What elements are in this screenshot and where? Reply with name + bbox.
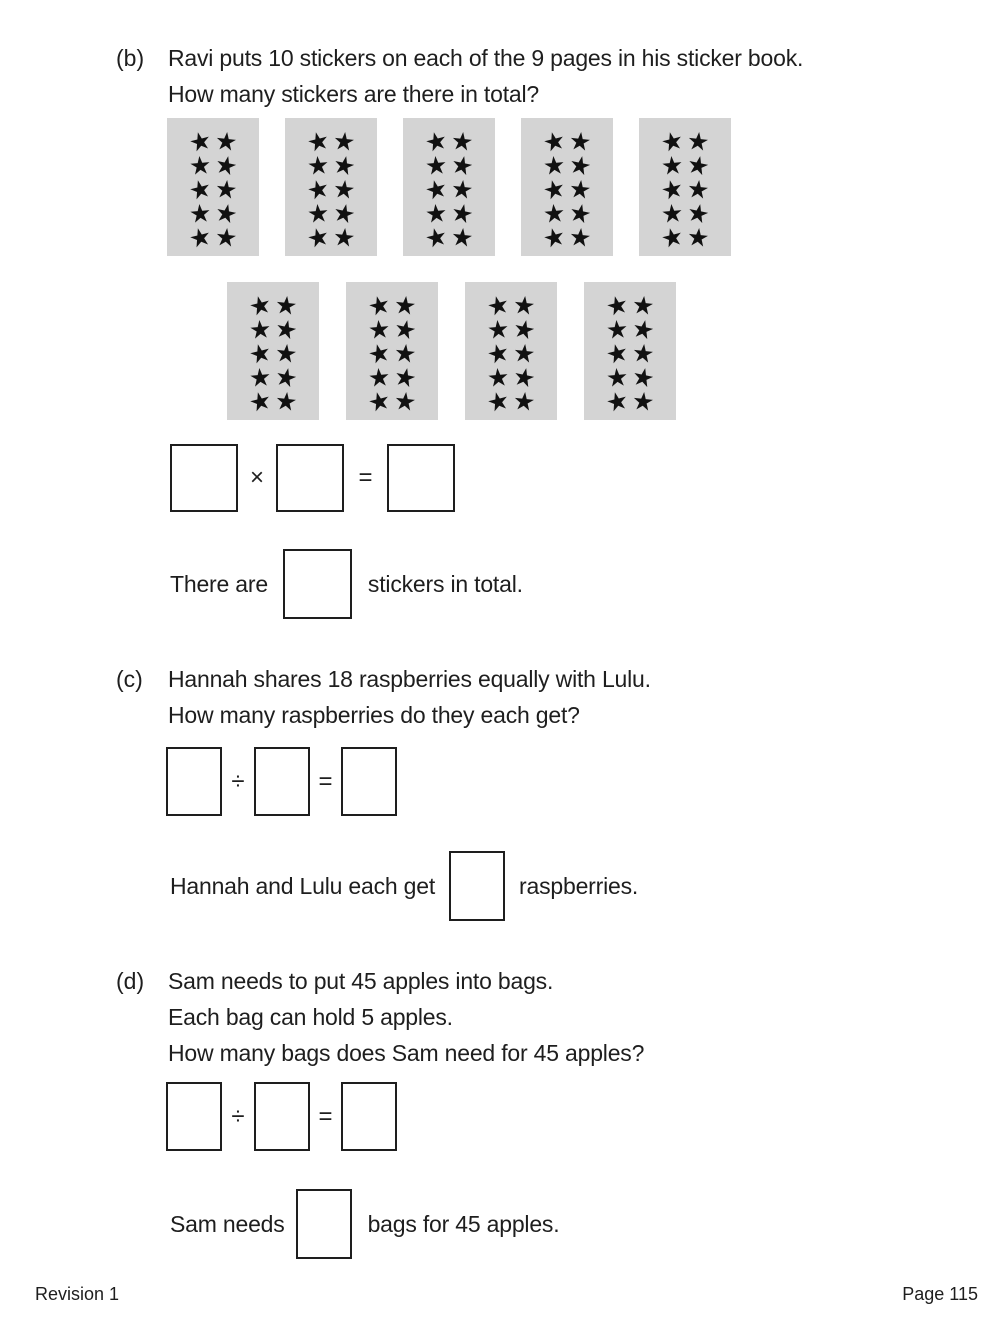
- sticker-cards-row-1: [167, 118, 731, 256]
- star-sticker-icon: ★: [247, 362, 273, 393]
- question-b-line-2: How many stickers are there in total?: [168, 81, 539, 107]
- star-sticker-icon: ★: [539, 220, 569, 255]
- star-sticker-icon: ★: [566, 196, 595, 231]
- equation-b-result-box[interactable]: [387, 444, 455, 512]
- star-sticker-icon: ★: [392, 289, 418, 322]
- star-sticker-icon: ★: [541, 150, 567, 181]
- star-sticker-icon: ★: [245, 288, 275, 323]
- equation-d: [166, 1082, 397, 1151]
- star-sticker-icon: ★: [685, 173, 711, 206]
- star-sticker-icon: ★: [511, 289, 537, 322]
- star-sticker-icon: ★: [602, 288, 632, 323]
- star-sticker-icon: ★: [602, 384, 632, 419]
- star-row: [364, 336, 418, 371]
- star-row: [604, 360, 658, 395]
- star-sticker-icon: ★: [567, 125, 593, 158]
- star-row: [659, 148, 713, 183]
- star-row: [247, 360, 301, 395]
- star-sticker-icon: ★: [272, 360, 301, 395]
- star-sticker-icon: ★: [366, 314, 392, 345]
- sticker-page-card: [521, 118, 613, 256]
- star-sticker-icon: ★: [539, 172, 569, 207]
- star-sticker-icon: ★: [659, 198, 685, 229]
- star-sticker-icon: ★: [330, 148, 359, 183]
- divide-operator-icon: ÷: [231, 1102, 245, 1130]
- star-row: [305, 196, 359, 231]
- star-row: [305, 148, 359, 183]
- star-row: [185, 124, 239, 159]
- star-sticker-icon: ★: [567, 173, 593, 206]
- star-sticker-icon: ★: [511, 385, 537, 418]
- star-sticker-icon: ★: [685, 221, 711, 254]
- equation-c-result-box[interactable]: [341, 747, 397, 816]
- star-sticker-icon: ★: [629, 360, 658, 395]
- star-sticker-icon: ★: [421, 220, 451, 255]
- question-c-label: (c): [116, 666, 143, 692]
- star-row: [421, 124, 475, 159]
- star-sticker-icon: ★: [245, 336, 275, 371]
- star-row: [541, 148, 595, 183]
- divide-operator-icon: ÷: [231, 767, 245, 795]
- star-sticker-icon: ★: [331, 173, 357, 206]
- question-c-line-2: How many raspberries do they each get?: [168, 702, 580, 728]
- star-sticker-icon: ★: [449, 173, 475, 206]
- sticker-page-card: [639, 118, 731, 256]
- star-row: [364, 288, 418, 323]
- footer-revision-label: Revision 1: [35, 1284, 120, 1304]
- sticker-page-card: [403, 118, 495, 256]
- star-row: [483, 336, 537, 371]
- star-sticker-icon: ★: [392, 385, 418, 418]
- question-d-line-1: Sam needs to put 45 apples into bags.: [168, 968, 554, 994]
- star-sticker-icon: ★: [366, 362, 392, 393]
- star-sticker-icon: ★: [604, 314, 630, 345]
- star-sticker-icon: ★: [303, 220, 333, 255]
- star-row: [539, 220, 593, 255]
- star-row: [364, 384, 418, 419]
- star-sticker-icon: ★: [185, 220, 215, 255]
- star-row: [245, 288, 299, 323]
- star-row: [366, 312, 420, 347]
- star-row: [657, 124, 711, 159]
- star-sticker-icon: ★: [391, 312, 420, 347]
- equation-c-operand2-box[interactable]: [254, 747, 310, 816]
- equation-b-operand2-box[interactable]: [276, 444, 344, 512]
- star-row: [657, 220, 711, 255]
- star-sticker-icon: ★: [364, 336, 394, 371]
- answer-c-suffix: raspberries.: [519, 872, 639, 899]
- star-sticker-icon: ★: [483, 288, 513, 323]
- equation-d-operand1-box[interactable]: [166, 1082, 222, 1151]
- star-row: [539, 172, 593, 207]
- star-sticker-icon: ★: [449, 221, 475, 254]
- star-sticker-icon: ★: [684, 148, 713, 183]
- star-sticker-icon: ★: [187, 198, 213, 229]
- star-sticker-icon: ★: [272, 312, 301, 347]
- question-d-line-3: How many bags does Sam need for 45 apples?: [168, 1040, 645, 1066]
- star-row: [245, 384, 299, 419]
- star-row: [245, 336, 299, 371]
- equals-sign-d: =: [318, 1102, 333, 1130]
- star-sticker-icon: ★: [630, 289, 656, 322]
- star-row: [187, 148, 241, 183]
- star-sticker-icon: ★: [273, 385, 299, 418]
- star-row: [303, 124, 357, 159]
- star-sticker-icon: ★: [602, 336, 632, 371]
- star-sticker-icon: ★: [273, 337, 299, 370]
- equation-d-operand2-box[interactable]: [254, 1082, 310, 1151]
- sticker-page-card: [285, 118, 377, 256]
- question-d-line-2: Each bag can hold 5 apples.: [168, 1004, 453, 1030]
- star-row: [602, 288, 656, 323]
- equation-b-operand1-box[interactable]: [170, 444, 238, 512]
- footer-page-number: Page 115: [902, 1284, 978, 1304]
- question-b-text: [168, 40, 803, 112]
- star-sticker-icon: ★: [364, 288, 394, 323]
- sticker-page-card: [584, 282, 676, 420]
- star-sticker-icon: ★: [185, 124, 215, 159]
- star-row: [539, 124, 593, 159]
- star-sticker-icon: ★: [659, 150, 685, 181]
- equation-d-result-box[interactable]: [341, 1082, 397, 1151]
- star-row: [303, 172, 357, 207]
- sticker-page-card: [227, 282, 319, 420]
- question-b-label: (b): [116, 45, 145, 71]
- star-row: [541, 196, 595, 231]
- answer-b-prefix: There are: [170, 570, 268, 597]
- sticker-page-card: [346, 282, 438, 420]
- star-sticker-icon: ★: [448, 148, 477, 183]
- star-sticker-icon: ★: [485, 362, 511, 393]
- star-sticker-icon: ★: [604, 362, 630, 393]
- star-row: [483, 288, 537, 323]
- star-sticker-icon: ★: [303, 124, 333, 159]
- star-sticker-icon: ★: [483, 384, 513, 419]
- star-sticker-icon: ★: [657, 172, 687, 207]
- answer-b-box[interactable]: [283, 549, 352, 619]
- star-sticker-icon: ★: [331, 125, 357, 158]
- star-sticker-icon: ★: [510, 312, 539, 347]
- equation-c: [166, 747, 397, 816]
- star-row: [247, 312, 301, 347]
- star-sticker-icon: ★: [449, 125, 475, 158]
- star-sticker-icon: ★: [423, 198, 449, 229]
- answer-d-suffix: bags for 45 apples.: [367, 1210, 560, 1237]
- star-row: [423, 196, 477, 231]
- star-sticker-icon: ★: [213, 221, 239, 254]
- star-sticker-icon: ★: [391, 360, 420, 395]
- star-sticker-icon: ★: [629, 312, 658, 347]
- sticker-cards-row-2: [227, 282, 676, 420]
- equals-sign-c: =: [318, 767, 333, 795]
- star-sticker-icon: ★: [187, 150, 213, 181]
- answer-sentence-b: [170, 549, 523, 619]
- star-sticker-icon: ★: [483, 336, 513, 371]
- sticker-page-card: [465, 282, 557, 420]
- star-sticker-icon: ★: [567, 221, 593, 254]
- answer-d-box[interactable]: [296, 1189, 352, 1259]
- star-row: [185, 172, 239, 207]
- star-row: [421, 220, 475, 255]
- star-sticker-icon: ★: [684, 196, 713, 231]
- star-sticker-icon: ★: [485, 314, 511, 345]
- star-sticker-icon: ★: [392, 337, 418, 370]
- answer-c-box[interactable]: [449, 851, 505, 921]
- star-sticker-icon: ★: [212, 196, 241, 231]
- star-sticker-icon: ★: [421, 172, 451, 207]
- equals-sign-b: =: [358, 464, 373, 491]
- star-sticker-icon: ★: [510, 360, 539, 395]
- star-sticker-icon: ★: [305, 198, 331, 229]
- star-sticker-icon: ★: [630, 385, 656, 418]
- star-sticker-icon: ★: [330, 196, 359, 231]
- star-sticker-icon: ★: [213, 173, 239, 206]
- star-row: [366, 360, 420, 395]
- star-sticker-icon: ★: [685, 125, 711, 158]
- sticker-page-card: [167, 118, 259, 256]
- star-sticker-icon: ★: [423, 150, 449, 181]
- star-row: [303, 220, 357, 255]
- star-row: [187, 196, 241, 231]
- star-row: [659, 196, 713, 231]
- star-sticker-icon: ★: [448, 196, 477, 231]
- multiply-operator-icon: ×: [249, 464, 264, 491]
- star-sticker-icon: ★: [185, 172, 215, 207]
- star-sticker-icon: ★: [657, 124, 687, 159]
- star-sticker-icon: ★: [511, 337, 537, 370]
- star-sticker-icon: ★: [566, 148, 595, 183]
- star-row: [602, 384, 656, 419]
- star-row: [485, 360, 539, 395]
- star-sticker-icon: ★: [303, 172, 333, 207]
- answer-b-suffix: stickers in total.: [367, 570, 523, 597]
- star-row: [423, 148, 477, 183]
- question-d-label: (d): [116, 968, 145, 994]
- equation-b: [170, 444, 455, 512]
- star-sticker-icon: ★: [212, 148, 241, 183]
- star-row: [602, 336, 656, 371]
- star-sticker-icon: ★: [630, 337, 656, 370]
- answer-sentence-c: [170, 851, 638, 921]
- star-sticker-icon: ★: [247, 314, 273, 345]
- star-row: [483, 384, 537, 419]
- question-c-text: [168, 661, 651, 733]
- star-sticker-icon: ★: [657, 220, 687, 255]
- question-c-line-1: Hannah shares 18 raspberries equally with Lulu.: [168, 666, 651, 692]
- star-sticker-icon: ★: [541, 198, 567, 229]
- answer-c-prefix: Hannah and Lulu each get: [170, 872, 436, 899]
- star-sticker-icon: ★: [273, 289, 299, 322]
- star-sticker-icon: ★: [539, 124, 569, 159]
- star-row: [421, 172, 475, 207]
- star-sticker-icon: ★: [245, 384, 275, 419]
- equation-c-operand1-box[interactable]: [166, 747, 222, 816]
- star-row: [485, 312, 539, 347]
- star-row: [604, 312, 658, 347]
- star-sticker-icon: ★: [331, 221, 357, 254]
- question-d-text: [168, 963, 644, 1071]
- star-row: [657, 172, 711, 207]
- answer-d-prefix: Sam needs: [170, 1210, 285, 1237]
- question-b-line-1: Ravi puts 10 stickers on each of the 9 pages in his sticker book.: [168, 45, 804, 71]
- star-sticker-icon: ★: [364, 384, 394, 419]
- star-sticker-icon: ★: [213, 125, 239, 158]
- star-sticker-icon: ★: [305, 150, 331, 181]
- answer-sentence-d: [170, 1189, 559, 1259]
- star-row: [185, 220, 239, 255]
- star-sticker-icon: ★: [421, 124, 451, 159]
